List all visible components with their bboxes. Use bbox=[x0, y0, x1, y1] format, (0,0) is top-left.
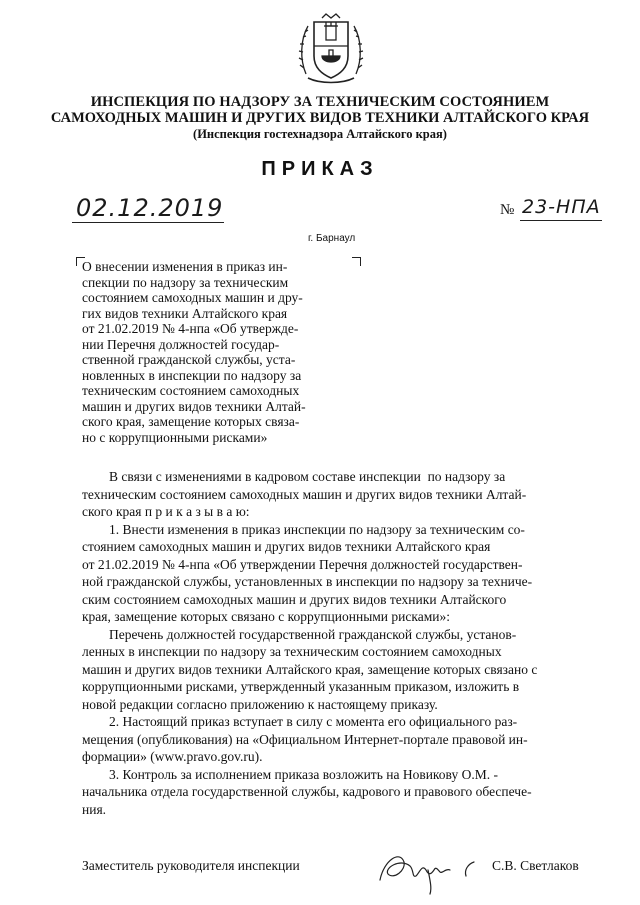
signatory-name: С.В. Светлаков bbox=[492, 858, 579, 873]
number-underline bbox=[520, 220, 602, 221]
order-body bbox=[82, 468, 596, 818]
order-number-label: № bbox=[500, 202, 515, 218]
subject-corner-right bbox=[352, 257, 361, 266]
body-line: от 21.02.2019 № 4-нпа «Об утверждении Перечня должностей государствен- bbox=[82, 556, 523, 572]
subject-line: спекции по надзору за техническим bbox=[82, 274, 289, 290]
body-line: коррупционными рисками, утвержденный указанным приказом, изложить в bbox=[82, 679, 520, 694]
subject-line: но с коррупционными рисками» bbox=[82, 429, 268, 445]
body-line: машин и других видов техники Алтайского края, замещение которых связано с bbox=[82, 661, 538, 677]
subject-line: гих видов техники Алтайского края bbox=[82, 305, 288, 321]
body-line: 2. Настоящий приказ вступает в силу с момента его официального раз- bbox=[82, 714, 518, 729]
body-line: Перечень должностей государственной гражданской службы, установ- bbox=[82, 626, 517, 642]
body-line: ния. bbox=[82, 801, 107, 817]
org-name-line-1: ИНСПЕКЦИЯ ПО НАДЗОРУ ЗА ТЕХНИЧЕСКИМ СОСТОЯНИЕМ bbox=[90, 94, 550, 110]
handwritten-signature bbox=[370, 840, 490, 896]
signatory-position: Заместитель руководителя инспекции bbox=[82, 858, 300, 873]
subject-line: О внесении изменения в приказ ин- bbox=[82, 259, 288, 274]
body-line: ной гражданской службы, установленных в инспекции по надзору за техниче- bbox=[82, 574, 533, 589]
body-line: начальника отдела государственной службы, кадрового и правового обеспече- bbox=[82, 784, 532, 799]
subject-line: машин и других видов техники Алтай- bbox=[82, 398, 306, 414]
body-line: В связи с изменениями в кадровом составе инспекции по надзору за bbox=[82, 469, 506, 484]
body-line: новой редакции согласно приложению к настоящему приказу. bbox=[82, 696, 438, 712]
body-line: мещения (опубликования) на «Официальном Интернет-портале правовой ин- bbox=[82, 731, 528, 747]
body-line: ленных в инспекции по надзору за техническим состоянием самоходных bbox=[82, 644, 502, 659]
subject-line: нии Перечня должностей государ- bbox=[82, 336, 280, 352]
body-line: стоянием самоходных машин и других видов техники Алтайского края bbox=[82, 539, 491, 554]
order-date: 02.12.2019 bbox=[76, 194, 224, 222]
body-line: края, замещение которых связано с коррупционными рисками»: bbox=[82, 609, 450, 624]
body-line: формации» (www.pravo.gov.ru). bbox=[82, 749, 263, 764]
order-subject bbox=[82, 259, 344, 445]
body-line: техническим состоянием самоходных машин и других видов техники Алтай- bbox=[82, 486, 527, 502]
body-line: 3. Контроль за исполнением приказа возложить на Новикову О.М. - bbox=[82, 766, 498, 782]
org-short-name: (Инспекция гостехнадзора Алтайского края) bbox=[193, 127, 447, 141]
coat-of-arms-emblem bbox=[296, 10, 366, 88]
subject-line: ского края, замещение которых связа- bbox=[82, 414, 300, 429]
body-line: 1. Внести изменения в приказ инспекции по надзору за техническим со- bbox=[82, 521, 525, 537]
subject-line: ственной гражданской службы, уста- bbox=[82, 352, 296, 367]
subject-line: новленных в инспекции по надзору за bbox=[82, 367, 302, 383]
org-name-line-2: САМОХОДНЫХ МАШИН И ДРУГИХ ВИДОВ ТЕХНИКИ АЛТАЙСКОГО КРАЯ bbox=[50, 110, 590, 126]
order-number: 23-НПА bbox=[522, 196, 601, 218]
document-title: ПРИКАЗ bbox=[261, 158, 379, 180]
subject-line: состоянием самоходных машин и дру- bbox=[82, 290, 303, 305]
body-line: ским состоянием самоходных машин и других видов техники Алтайского bbox=[82, 591, 507, 607]
body-line: ского края п р и к а з ы в а ю: bbox=[82, 504, 250, 519]
subject-line: техническим состоянием самоходных bbox=[82, 383, 300, 398]
subject-line: от 21.02.2019 № 4-нпа «Об утвержде- bbox=[82, 321, 299, 336]
date-underline bbox=[72, 222, 224, 223]
city: г. Барнаул bbox=[308, 233, 356, 244]
